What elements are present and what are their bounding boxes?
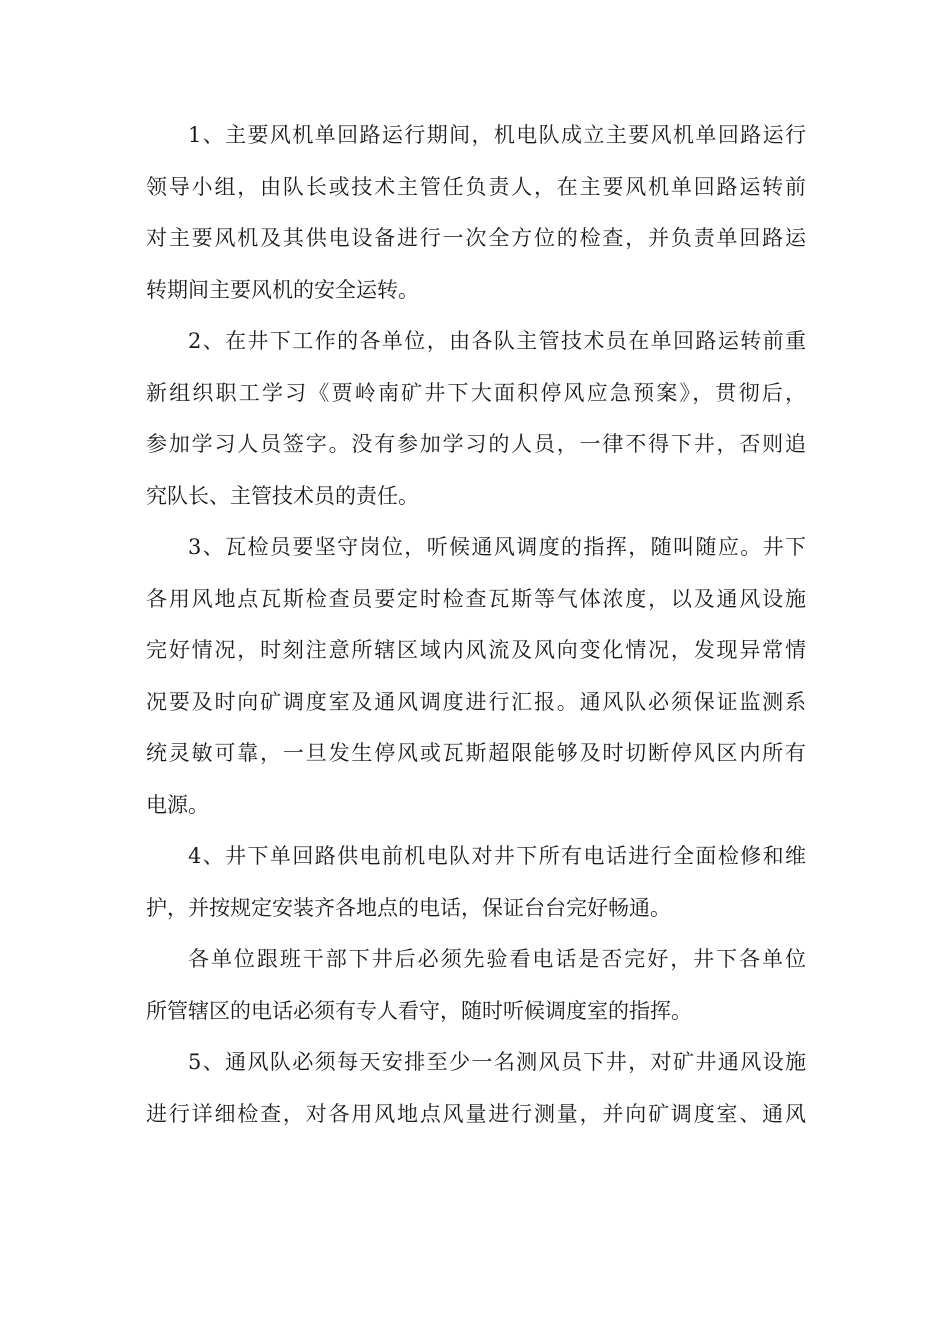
text-line: 所管辖区的电话必须有专人看守，随时听候调度室的指挥。 — [146, 998, 692, 1023]
paragraph-3 — [146, 522, 806, 831]
text-line: 各单位跟班干部下井后必须先验看电话是否完好，井下各单位 — [188, 947, 806, 971]
text-line: 对主要风机及其供电设备进行一次全方位的检查，并负责单回路运 — [146, 226, 806, 250]
paragraph-2 — [146, 316, 806, 522]
text-line: 进行详细检查，对各用风地点风量进行测量，并向矿调度室、通风 — [146, 1101, 806, 1126]
paragraph-5 — [146, 934, 806, 1037]
text-line: 新组织职工学习《贾岭南矿井下大面积停风应急预案》，贯彻后， — [146, 380, 806, 405]
text-line: 统灵敏可靠，一旦发生停风或瓦斯超限能够及时切断停风区内所有 — [146, 741, 806, 765]
paragraph-1 — [146, 110, 806, 316]
text-line: 护，并按规定安装齐各地点的电话，保证台台完好畅通。 — [146, 895, 671, 920]
paragraph-6 — [146, 1037, 806, 1140]
text-line: 参加学习人员签字。没有参加学习的人员，一律不得下井，否则追 — [146, 432, 806, 456]
paragraph-4 — [146, 831, 806, 934]
text-line: 各用风地点瓦斯检查员要定时检查瓦斯等气体浓度，以及通风设施 — [146, 586, 806, 611]
text-line: 电源。 — [146, 792, 209, 817]
text-line: 转期间主要风机的安全运转。 — [146, 277, 419, 302]
text-line: 2、在井下工作的各单位，由各队主管技术员在单回路运转前重 — [188, 329, 806, 353]
document-page — [146, 110, 806, 1140]
text-line: 1、主要风机单回路运行期间，机电队成立主要风机单回路运行 — [188, 123, 806, 147]
text-line: 3、瓦检员要坚守岗位，听候通风调度的指挥，随叫随应。井下 — [188, 535, 806, 559]
text-line: 究队长、主管技术员的责任。 — [146, 483, 419, 508]
text-line: 4、井下单回路供电前机电队对井下所有电话进行全面检修和维 — [188, 844, 806, 868]
text-line: 完好情况，时刻注意所辖区域内风流及风向变化情况，发现异常情 — [146, 638, 806, 662]
text-line: 领导小组，由队长或技术主管任负责人，在主要风机单回路运转前 — [146, 174, 806, 199]
text-line: 况要及时向矿调度室及通风调度进行汇报。通风队必须保证监测系 — [146, 689, 806, 714]
text-line: 5、通风队必须每天安排至少一名测风员下井，对矿井通风设施 — [188, 1050, 806, 1074]
